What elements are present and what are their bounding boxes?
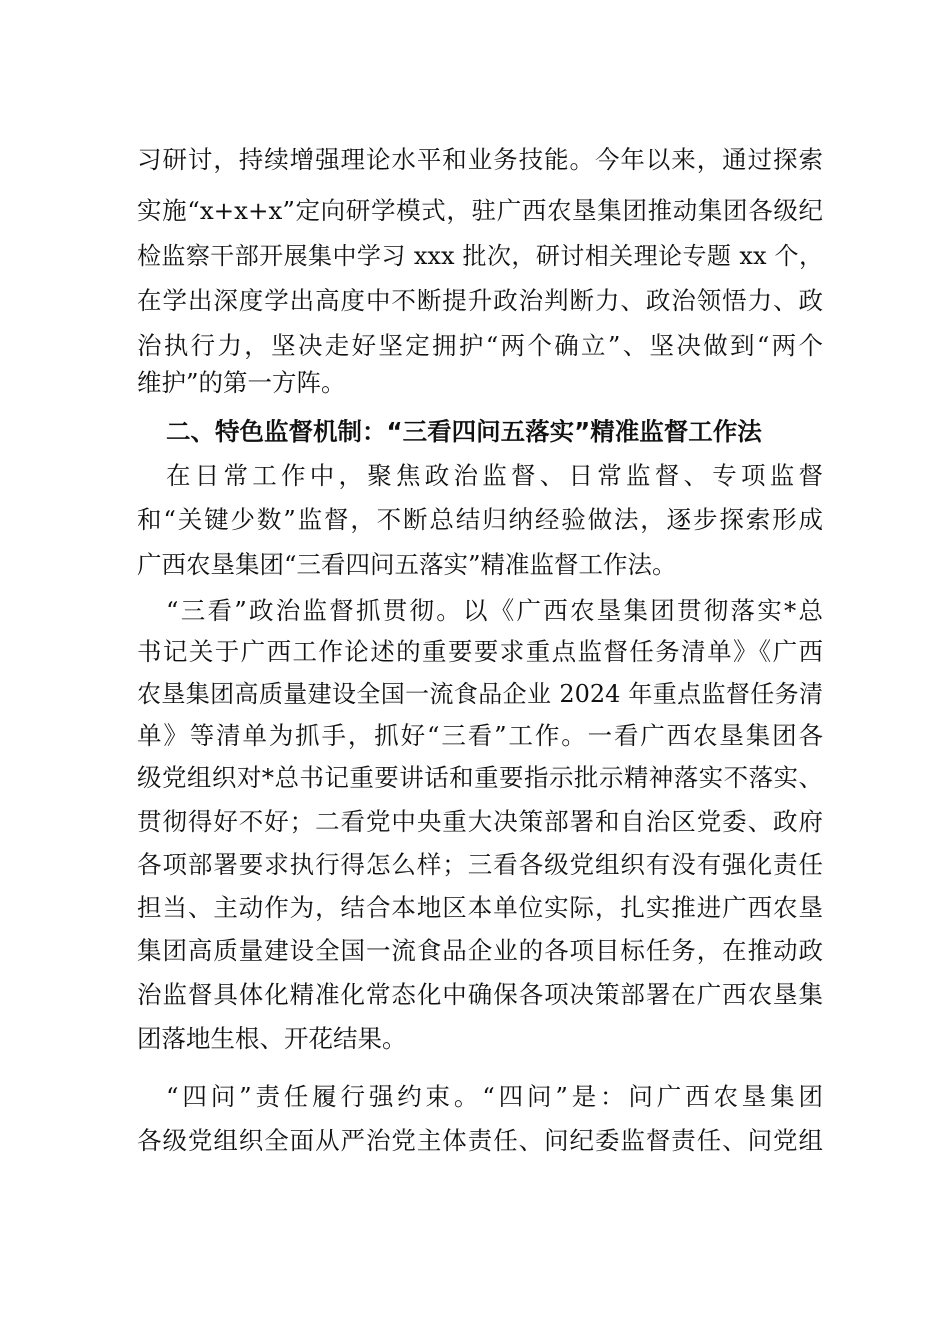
- paragraph-line: 在日常工作中，聚焦政治监督、日常监督、专项监督: [166, 461, 823, 490]
- paragraph-line: 和“关键少数”监督，不断总结归纳经验做法，逐步探索形成: [137, 505, 823, 534]
- paragraph-line: 团落地生根、开花结果。: [137, 1024, 407, 1053]
- paragraph-line: 各级党组织全面从严治党主体责任、问纪委监督责任、问党组: [137, 1126, 823, 1155]
- paragraph-line: 广西农垦集团“三看四问五落实”精准监督工作法。: [137, 550, 677, 579]
- paragraph-line: 单》等清单为抓手，抓好“三看”工作。一看广西农垦集团各: [137, 721, 823, 750]
- paragraph-line: 检监察干部开展集中学习 xxx 批次，研讨相关理论专题 xx 个，: [137, 242, 823, 270]
- paragraph-line: 治监督具体化精准化常态化中确保各项决策部署在广西农垦集: [137, 980, 823, 1009]
- paragraph-line: 习研讨，持续增强理论水平和业务技能。今年以来，通过探索: [137, 145, 823, 174]
- paragraph-line: 维护”的第一方阵。: [137, 368, 346, 397]
- paragraph-line: 级党组织对*总书记重要讲话和重要指示批示精神落实不落实、: [137, 763, 823, 792]
- paragraph-line: 各项部署要求执行得怎么样；三看各级党组织有没有强化责任: [137, 850, 823, 879]
- paragraph-line: 实施“x+x+x”定向研学模式，驻广西农垦集团推动集团各级纪: [137, 196, 823, 225]
- paragraph-line: “四问”责任履行强约束。“四问”是：问广西农垦集团: [166, 1082, 823, 1111]
- section-heading: 二、特色监督机制：“三看四问五落实”精准监督工作法: [166, 417, 762, 446]
- paragraph-line: 治执行力，坚决走好坚定拥护“两个确立”、坚决做到“两个: [137, 331, 823, 360]
- paragraph-line: “三看”政治监督抓贯彻。以《广西农垦集团贯彻落实*总: [166, 596, 823, 625]
- paragraph-line: 担当、主动作为，结合本地区本单位实际，扎实推进广西农垦: [137, 893, 823, 922]
- paragraph-line: 贯彻得好不好；二看党中央重大决策部署和自治区党委、政府: [137, 807, 823, 836]
- paragraph-line: 书记关于广西工作论述的重要要求重点监督任务清单》《广西: [137, 637, 823, 666]
- paragraph-line: 农垦集团高质量建设全国一流食品企业 2024 年重点监督任务清: [137, 680, 823, 708]
- paragraph-line: 集团高质量建设全国一流食品企业的各项目标任务，在推动政: [137, 936, 823, 965]
- paragraph-line: 在学出深度学出高度中不断提升政治判断力、政治领悟力、政: [137, 286, 823, 315]
